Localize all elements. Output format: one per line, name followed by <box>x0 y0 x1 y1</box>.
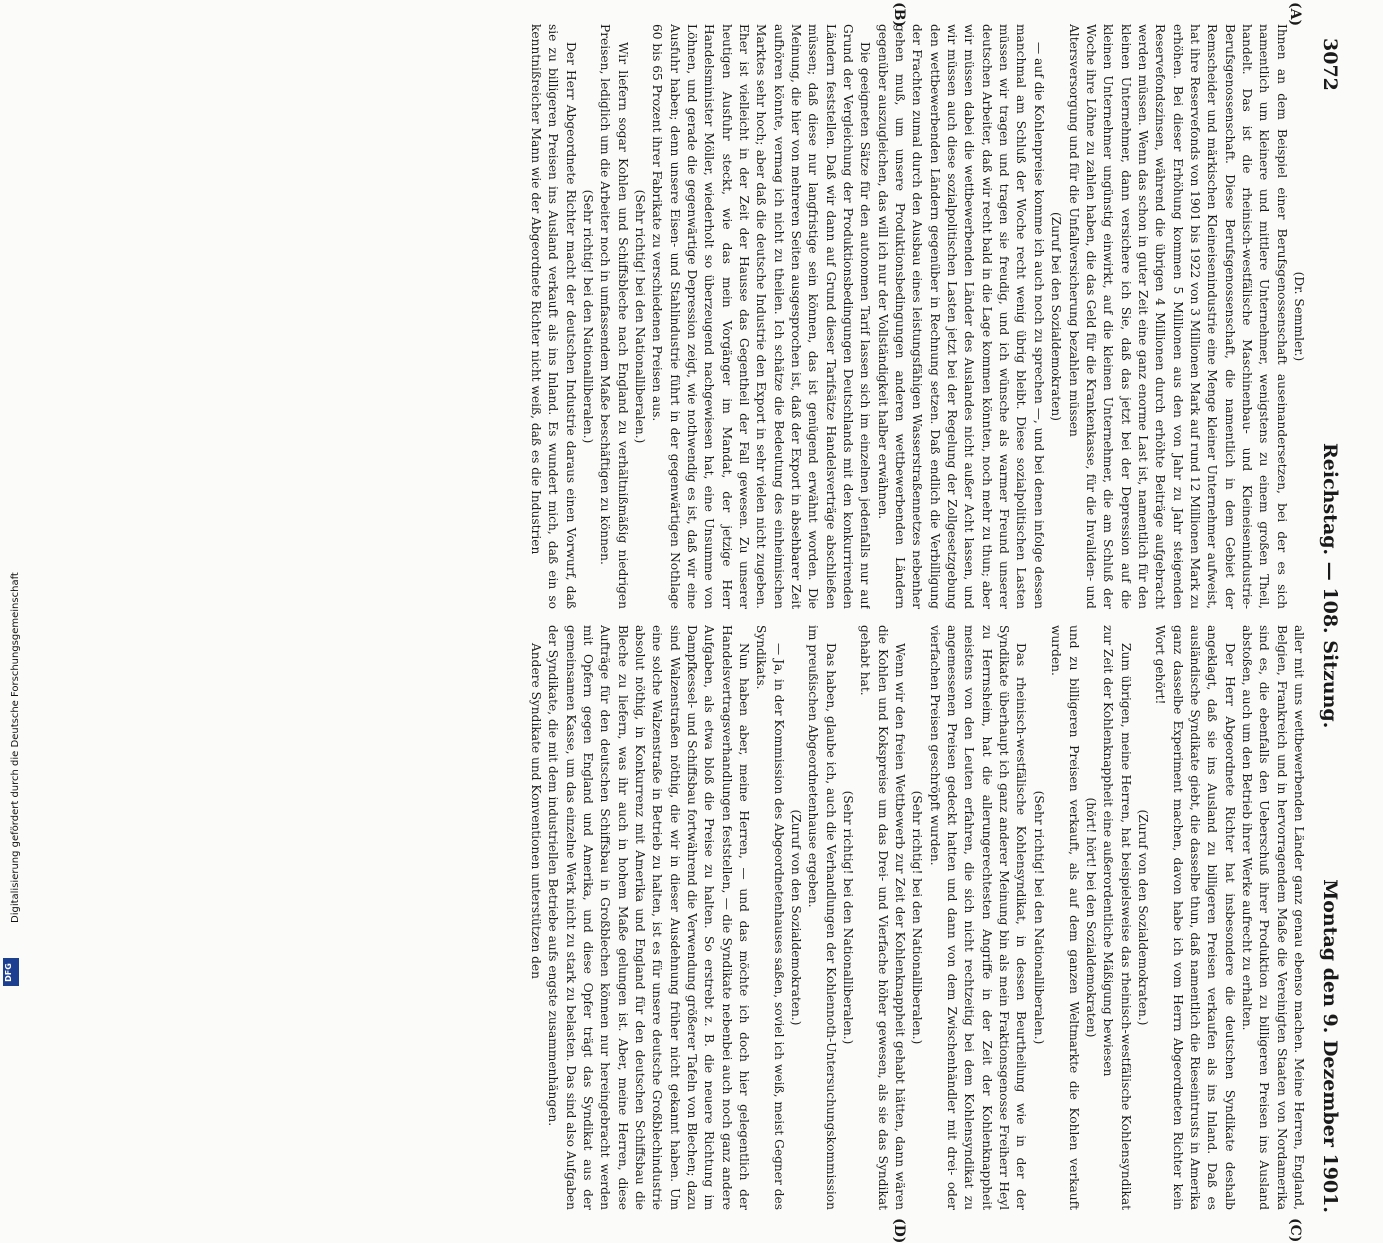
interjection: (Sehr richtig! bei den Nationalliberalen.) <box>1031 790 1046 1045</box>
margin-mark-a: (A) <box>1287 2 1303 27</box>
interjection: (hört! hört! bei den Sozialdemokraten) <box>1083 797 1098 1038</box>
interjection: (Sehr richtig! bei den Nationalliberalen.) <box>632 189 647 444</box>
paragraph: und zu billigeren Preisen verkauft, als auf dem ganzen Weltmarkte die Kohlen verkauft wurden. <box>1049 625 1081 1210</box>
interjection: (Sehr richtig! bei den Nationalliberalen.) <box>910 790 925 1045</box>
credit-text: Digitalisierung gefördert durch die Deutsche Forschungsgemeinschaft <box>10 572 21 923</box>
interjection: (Zuruf von den Sozialdemokraten.) <box>789 809 804 1026</box>
paragraph: Andere Syndikate und Konventionen unterstützen den <box>528 643 543 979</box>
page-header <box>1315 38 1345 1213</box>
interjection: (Sehr richtig! bei den Nationalliberalen.) <box>580 189 595 444</box>
paragraph: — Ja, in der Kommission des Abgeordnetenhauses saßen, soviel ich weiß, meist Gegner des Syndikats. <box>754 625 786 1210</box>
interjection: (Zuruf von den Sozialdemokraten.) <box>1135 809 1150 1026</box>
session-date: Montag den 9. Dezember 1901. <box>1319 879 1341 1213</box>
paragraph: Die geeigneten Sätze für den autonomen Tarif lassen sich im einzelnen jedenfalls nur auf Grund der Vergleichung der Produktionsbedingungen Deutschlands mit den konkurrirenden Ländern feststellen. Daß wir dann auf Grund dieser Tarifsätze Handelsverträge abschließen müssen; daß diese nur langfristige sein können, das ist genügend erwähnt worden. Die Meinung, die hier von mehreren Seiten ausgesprochen ist, daß der Export in absehbarer Zeit aufhören könnte, vermag ich nicht zu theilen. Ich schätze die Bedeutung des einheimischen Marktes sehr hoch; aber daß die deutsche Industrie den Export in sehr vielen nicht zugeben. Eher ist vielleicht in der Zeit der Hausse das Gegentheil der Fall gewesen. Zu unserer heutigen Ausfuhr steckt, wie das mein Vorgänger im Mandat, der jetzige Herr Handelsminister Möller, wiederholt so überzeugend nachgewiesen hat, eine Unsumme von Löhnen, und gerade die gegenwärtige Depression zeigt, wie nothwendig es ist, daß wir eine Ausfuhr haben; denn unsere Eisen- und Stahlindustrie führt in der gegenwärtigen Nothlage 60 bis 65 Prozent ihrer Fabrikate zu verschiedenen Preisen aus. <box>650 24 873 609</box>
dfg-logo-text: DFG <box>3 963 13 982</box>
paragraph: Nun haben aber, meine Herren, — und das möchte ich doch hier gelegentlich der Handelsvertragsverhandlungen feststellen, — die Syndikate nebenbei auch noch ganz andere Aufgaben, als etwa bloß die Preise zu halten. So erstrebt z. B. die neuere Richtung im Dampfkessel- und Schiffsbau fortwährend die Verwendung größerer Tafeln von Blechen; dazu sind Walzenstraßen nöthig, die wir in dieser Ausdehnung früher nicht gekannt haben. Um eine solche Walzenstraße in Betrieb zu halten, ist es für unsere deutsche Großblechindustrie absolut nöthig, in Konkurrenz mit Amerika und England für den deutschen Schiffsbau die Bleche zu liefern, was ihr auch in hohem Maße gelungen ist. Aber, meine Herren, diese Aufträge für den deutschen Schiffsbau in Großblechen können nur hereingebracht werden mit Opfern gegen England und Amerika, und diese Opfer trägt das Syndikat aus der gemeinsamen Kasse, um das einzelne Werk nicht zu stark zu belasten. Das sind also Aufgaben der Syndikate, die mit dem industriellen Betriebe aufs engste zusammenhängen. <box>546 625 751 1210</box>
margin-mark-c: (C) <box>1287 1218 1303 1243</box>
paragraph: aller mit uns wettbewerbenden Länder ganz genau ebenso machen. Meine Herren, England, Belgien, Frankreich und in hervorragendem Maße die Vereinigten Staaten von Nordamerika sind es, die ebenfalls den Ueberschuß ihrer Produktion zu billigeren Preisen ins Ausland abstoßen, auch um den Betrieb ihrer Werke aufrecht zu erhalten. <box>1239 625 1306 1210</box>
margin-mark-d: (D) <box>891 1218 907 1243</box>
paragraph: Wir liefern sogar Kohlen und Schiffsbleche nach England zu verhältnißmäßig niedrigen Preisen, lediglich um die Arbeiter noch in umfassendem Maße beschäftigen zu können. <box>598 24 630 609</box>
speaker-tag: (Dr. Semmler.) <box>1292 271 1306 362</box>
margin-mark-b: (B) <box>891 2 907 28</box>
page-number: 3072 <box>1319 38 1341 91</box>
text-column-right <box>472 625 1307 1210</box>
paragraph: Der Herr Abgeordnete Richter hat insbesondere die deutschen Syndikate deshalb angeklagt, daß sie ins Ausland zu billigeren Preisen verkaufen als ins Inland. Daß es ausländische Syndikate giebt, die dasselbe thun, daß namentlich die Rieseintrusts in Amerika ganz dasselbe Experiment machen, davon habe ich vom Herrn Abgeordneten Richter kein Wort gehört! <box>1153 625 1237 1210</box>
digitization-credit <box>3 8 26 993</box>
paragraph: Ihnen an dem Beispiel einer Berufsgenossenschaft auseinandersetzen, bei der es sich namentlich um kleinere und mittlere Unternehmer, wenigstens zu einem großen Theil, handelt. Das ist die rheinisch-westfälische Maschinenbau- und Kleineisenindustrie-Berufsgenossenschaft. Diese Berufsgenossenschaft, die namentlich in dem Gebiet der Remscheider und märkischen Kleineisenindustrie eine Menge kleiner Unternehmer aufweist, hat ihre Reservefonds von 1901 bis 1922 von 3 Millionen Mark auf rund 12 Millionen Mark zu erhöhen. Bei dieser Erhöhung kommen 5 Millionen aus den von Jahr zu Jahr steigenden Reservefondszinsen, während die übrigen 4 Millionen durch erhöhte Beiträge aufgebracht werden müssen. Wenn das schon in guter Zeit eine ganz enorme Last ist, namentlich für den kleinen Unternehmer, dann versichere ich Sie, daß das jetzt bei der Depression auf die kleinen Unternehmer ungünstig einwirkt, auf die kleinen Unternehmer, die am Schluß der Woche ihre Löhne zu zahlen haben, die das Geld für die Krankenkasse, für die Invaliden- und Altersversorgung und für die Unfallversicherung bezahlen müssen <box>1066 24 1289 609</box>
interjection: (Sehr richtig! bei den Nationalliberalen.) <box>841 790 856 1045</box>
page-title: Reichstag. — 108. Sitzung. <box>1319 443 1341 729</box>
paragraph: Wenn wir den freien Wettbewerb zur Zeit der Kohlenknappheit gehabt hätten, dann wären die Kohlen und Kokspreise um das Drei- und Vierfache höher gewesen, als sie das Syndikat gehabt hat. <box>858 625 908 1210</box>
paragraph: Zum übrigen, meine Herren, hat beispielsweise das rheinisch-westfälische Kohlensyndikat zur Zeit der Kohlenknappheit eine außerordentliche Mäßigung bewiesen <box>1101 625 1133 1210</box>
paragraph: Der Herr Abgeordnete Richter macht der deutschen Industrie daraus einen Vorwurf, daß sie zu billigeren Preisen ins Ausland verkauft als ins Inland. Es wundert mich, daß ein so kenntnißreicher Mann wie der Abgeordnete Richter nicht weiß, daß es die Industrien <box>528 24 578 609</box>
dfg-logo <box>3 958 19 986</box>
paragraph: Das rheinisch-westfälische Kohlensyndikat, in dessen Beurtheilung wie in der der Syndikate überhaupt ich ganz anderer Meinung bin als mein Fraktionsgenosse Freiherr Heyl zu Herrnsheim, hat die allerungerechtesten Angriffe in der Zeit der Kohlenknappheit meistens von den Leuten erfahren, die sich nicht rechtzeitig bei dem Kohlensyndikat zu angemessenen Preisen gedeckt hatten und dann von dem Zwischenhändler mit drei- oder vierfachen Preisen geschröpft wurden. <box>927 625 1029 1210</box>
paragraph: Das haben, glaube ich, auch die Verhandlungen der Kohlennoth-Untersuchungskommission im preußischen Abgeordnetenhause ergeben. <box>806 625 838 1210</box>
paragraph: — auf die Kohlenpreise komme ich auch noch zu sprechen —, und bei denen infolge dessen manchmal am Schluß der Woche recht wenig übrig bleibt. Diese sozialpolitischen Lasten müssen wir tragen und tragen sie freudig, und ich wünsche als warmer Freund unserer deutschen Arbeiter, daß wir recht bald in die Lage kommen könnten, noch mehr zu thun; aber wir müssen dabei die wettbewerbenden Länder des Auslandes nicht außer Acht lassen, und wir müssen auch diese sozialpolitischen Lasten jetzt bei der Regelung der Zollgesetzgebung den wettbewerbenden Ländern gegenüber in Rechnung setzen. Daß endlich die Verbilligung der Frachten zumal durch den Ausbau eines leistungsfähigen Wasserstraßennetzes nebenher gehen muß, um unsere Produktionsbedingungen anderen wettbewerbenden Ländern gegenüber auszugleichen, das will ich nur der Vollständigkeit halber erwähnen. <box>875 24 1046 609</box>
interjection: (Zuruf bei den Sozialdemokraten) <box>1049 212 1064 421</box>
text-column-left <box>472 24 1307 609</box>
